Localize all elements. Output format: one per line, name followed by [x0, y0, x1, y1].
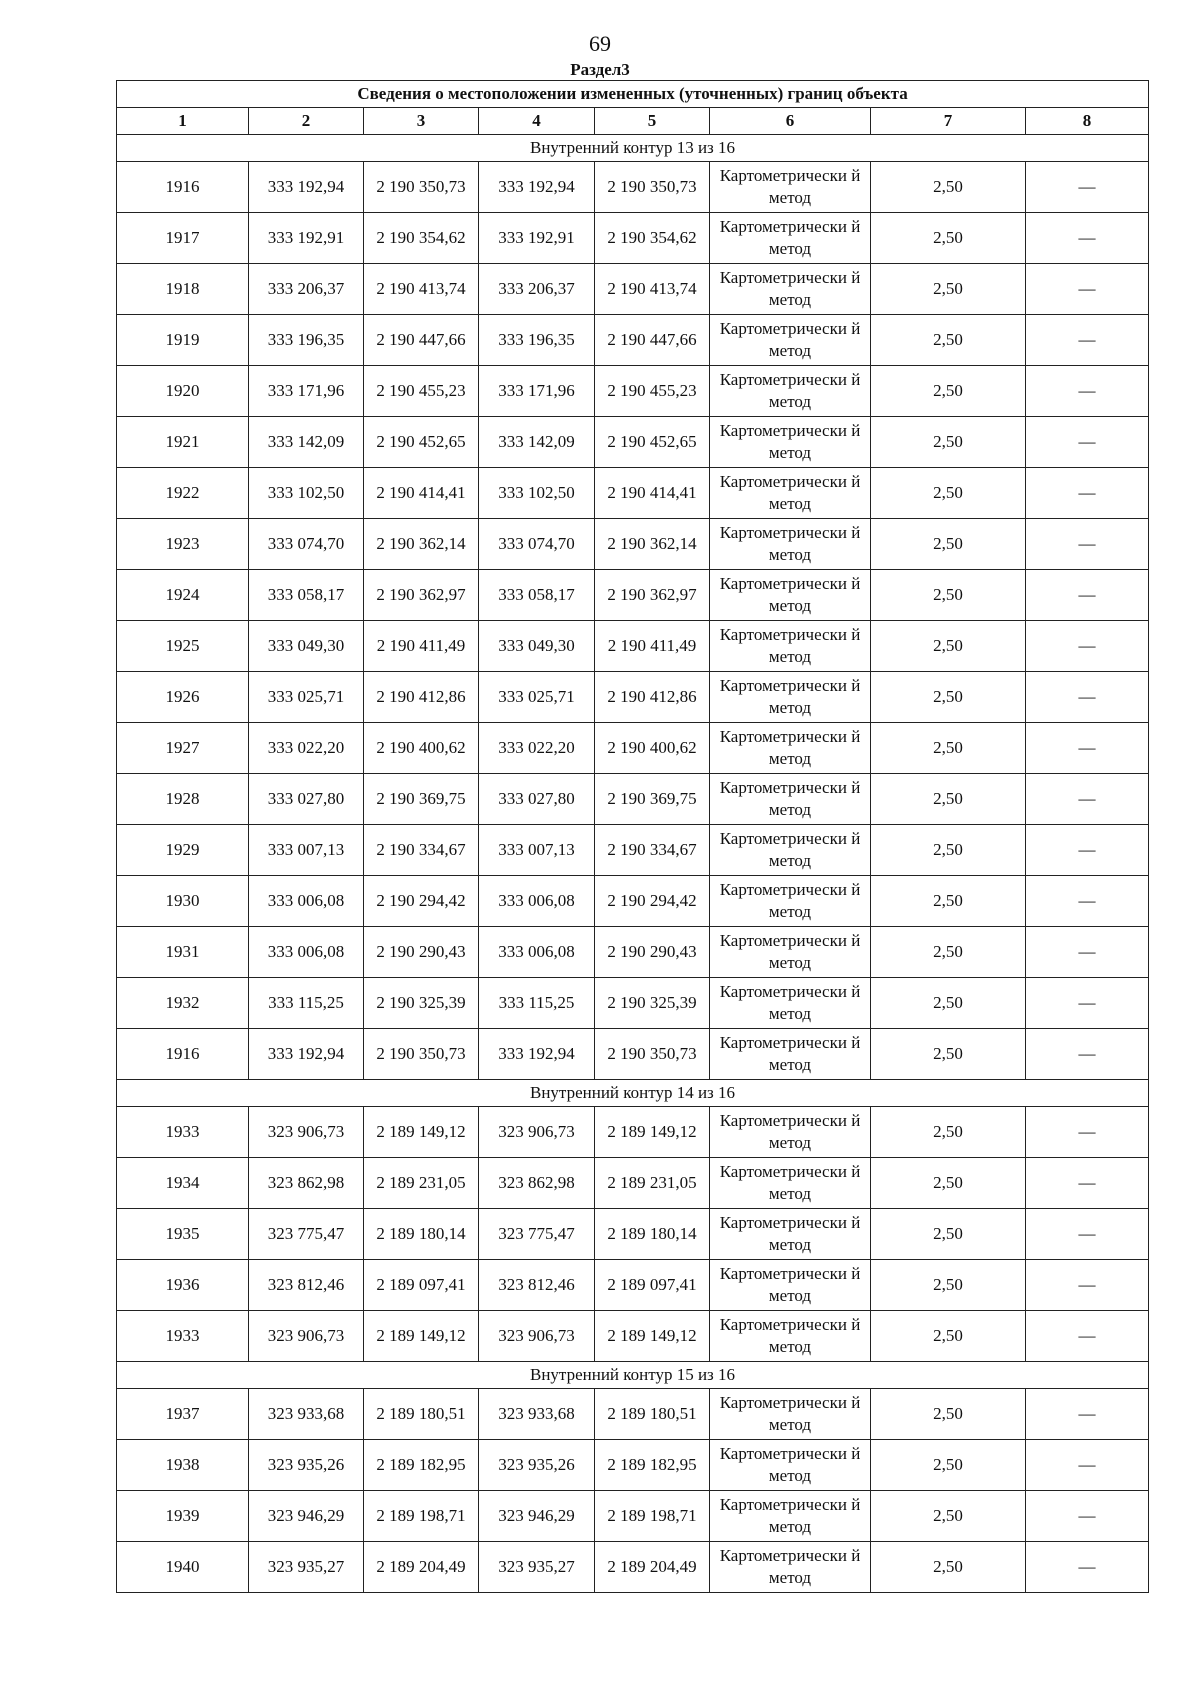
method-cell: Картометрически й метод	[710, 1260, 871, 1311]
table-row	[117, 468, 1149, 519]
point-number-cell: 1938	[117, 1440, 249, 1491]
method-cell: Картометрически й метод	[710, 264, 871, 315]
x-old-cell: 333 192,94	[249, 1029, 364, 1080]
table-row	[117, 1260, 1149, 1311]
method-cell: Картометрически й метод	[710, 366, 871, 417]
method-cell: Картометрически й метод	[710, 1209, 871, 1260]
accuracy-cell: 2,50	[871, 570, 1026, 621]
method-cell: Картометрически й метод	[710, 978, 871, 1029]
accuracy-cell: 2,50	[871, 1311, 1026, 1362]
method-cell: Картометрически й метод	[710, 570, 871, 621]
y-new-cell: 2 190 362,97	[595, 570, 710, 621]
y-new-cell: 2 189 198,71	[595, 1491, 710, 1542]
method-cell: Картометрически й метод	[710, 1158, 871, 1209]
method-cell: Картометрически й метод	[710, 825, 871, 876]
x-old-cell: 323 775,47	[249, 1209, 364, 1260]
table-row	[117, 213, 1149, 264]
contour-label: Внутренний контур 14 из 16	[117, 1080, 1149, 1107]
x-old-cell: 333 049,30	[249, 621, 364, 672]
table-row	[117, 927, 1149, 978]
accuracy-cell: 2,50	[871, 1029, 1026, 1080]
y-old-cell: 2 190 413,74	[364, 264, 479, 315]
note-cell: —	[1026, 1389, 1149, 1440]
accuracy-cell: 2,50	[871, 1158, 1026, 1209]
table-row	[117, 723, 1149, 774]
table-row	[117, 1029, 1149, 1080]
point-number-cell: 1933	[117, 1311, 249, 1362]
accuracy-cell: 2,50	[871, 468, 1026, 519]
column-number: 5	[595, 108, 710, 135]
table-row	[117, 1389, 1149, 1440]
accuracy-cell: 2,50	[871, 978, 1026, 1029]
method-cell: Картометрически й метод	[710, 519, 871, 570]
y-old-cell: 2 190 362,14	[364, 519, 479, 570]
table-row	[117, 264, 1149, 315]
column-number: 6	[710, 108, 871, 135]
x-old-cell: 333 192,94	[249, 162, 364, 213]
y-new-cell: 2 190 412,86	[595, 672, 710, 723]
y-old-cell: 2 190 369,75	[364, 774, 479, 825]
x-new-cell: 323 906,73	[479, 1107, 595, 1158]
note-cell: —	[1026, 876, 1149, 927]
x-new-cell: 323 812,46	[479, 1260, 595, 1311]
point-number-cell: 1935	[117, 1209, 249, 1260]
x-new-cell: 333 192,94	[479, 1029, 595, 1080]
note-cell: —	[1026, 519, 1149, 570]
point-number-cell: 1928	[117, 774, 249, 825]
y-new-cell: 2 190 411,49	[595, 621, 710, 672]
point-number-cell: 1940	[117, 1542, 249, 1593]
x-new-cell: 323 946,29	[479, 1491, 595, 1542]
y-old-cell: 2 189 198,71	[364, 1491, 479, 1542]
accuracy-cell: 2,50	[871, 264, 1026, 315]
note-cell: —	[1026, 264, 1149, 315]
y-new-cell: 2 189 149,12	[595, 1107, 710, 1158]
point-number-cell: 1932	[117, 978, 249, 1029]
x-new-cell: 333 171,96	[479, 366, 595, 417]
y-old-cell: 2 189 097,41	[364, 1260, 479, 1311]
y-new-cell: 2 190 369,75	[595, 774, 710, 825]
table-row	[117, 825, 1149, 876]
note-cell: —	[1026, 1209, 1149, 1260]
table-row	[117, 570, 1149, 621]
x-old-cell: 323 933,68	[249, 1389, 364, 1440]
table-row	[117, 1311, 1149, 1362]
method-cell: Картометрически й метод	[710, 1389, 871, 1440]
table-title: Сведения о местоположении измененных (уточненных) границ объекта	[117, 81, 1149, 108]
accuracy-cell: 2,50	[871, 366, 1026, 417]
method-cell: Картометрически й метод	[710, 1542, 871, 1593]
column-number: 2	[249, 108, 364, 135]
column-number: 1	[117, 108, 249, 135]
point-number-cell: 1916	[117, 1029, 249, 1080]
point-number-cell: 1930	[117, 876, 249, 927]
point-number-cell: 1939	[117, 1491, 249, 1542]
note-cell: —	[1026, 417, 1149, 468]
accuracy-cell: 2,50	[871, 315, 1026, 366]
x-new-cell: 333 074,70	[479, 519, 595, 570]
y-old-cell: 2 190 325,39	[364, 978, 479, 1029]
method-cell: Картометрически й метод	[710, 672, 871, 723]
x-new-cell: 333 027,80	[479, 774, 595, 825]
note-cell: —	[1026, 723, 1149, 774]
y-new-cell: 2 190 354,62	[595, 213, 710, 264]
y-old-cell: 2 190 294,42	[364, 876, 479, 927]
x-new-cell: 323 775,47	[479, 1209, 595, 1260]
point-number-cell: 1921	[117, 417, 249, 468]
y-new-cell: 2 190 294,42	[595, 876, 710, 927]
y-new-cell: 2 190 325,39	[595, 978, 710, 1029]
y-new-cell: 2 189 204,49	[595, 1542, 710, 1593]
x-old-cell: 333 102,50	[249, 468, 364, 519]
x-old-cell: 333 058,17	[249, 570, 364, 621]
y-new-cell: 2 189 149,12	[595, 1311, 710, 1362]
x-old-cell: 333 025,71	[249, 672, 364, 723]
x-new-cell: 333 049,30	[479, 621, 595, 672]
y-old-cell: 2 189 204,49	[364, 1542, 479, 1593]
table-row	[117, 162, 1149, 213]
x-old-cell: 323 862,98	[249, 1158, 364, 1209]
x-new-cell: 333 102,50	[479, 468, 595, 519]
table-row	[117, 1491, 1149, 1542]
point-number-cell: 1920	[117, 366, 249, 417]
point-number-cell: 1917	[117, 213, 249, 264]
y-old-cell: 2 190 350,73	[364, 1029, 479, 1080]
x-new-cell: 333 006,08	[479, 927, 595, 978]
table-row	[117, 774, 1149, 825]
note-cell: —	[1026, 978, 1149, 1029]
contour-heading-row	[117, 1362, 1149, 1389]
x-new-cell: 333 115,25	[479, 978, 595, 1029]
y-old-cell: 2 189 180,51	[364, 1389, 479, 1440]
y-new-cell: 2 190 334,67	[595, 825, 710, 876]
table-row	[117, 1440, 1149, 1491]
accuracy-cell: 2,50	[871, 825, 1026, 876]
y-old-cell: 2 190 290,43	[364, 927, 479, 978]
x-new-cell: 333 007,13	[479, 825, 595, 876]
x-old-cell: 323 935,26	[249, 1440, 364, 1491]
x-old-cell: 323 935,27	[249, 1542, 364, 1593]
y-old-cell: 2 189 180,14	[364, 1209, 479, 1260]
accuracy-cell: 2,50	[871, 1107, 1026, 1158]
x-new-cell: 333 142,09	[479, 417, 595, 468]
point-number-cell: 1924	[117, 570, 249, 621]
y-new-cell: 2 190 350,73	[595, 1029, 710, 1080]
method-cell: Картометрически й метод	[710, 621, 871, 672]
x-new-cell: 333 192,91	[479, 213, 595, 264]
column-number-row	[117, 108, 1149, 135]
x-old-cell: 323 906,73	[249, 1311, 364, 1362]
y-old-cell: 2 190 334,67	[364, 825, 479, 876]
boundary-table	[116, 80, 1149, 1593]
y-new-cell: 2 189 231,05	[595, 1158, 710, 1209]
x-new-cell: 333 006,08	[479, 876, 595, 927]
x-new-cell: 333 196,35	[479, 315, 595, 366]
point-number-cell: 1918	[117, 264, 249, 315]
method-cell: Картометрически й метод	[710, 723, 871, 774]
y-old-cell: 2 189 182,95	[364, 1440, 479, 1491]
note-cell: —	[1026, 468, 1149, 519]
accuracy-cell: 2,50	[871, 417, 1026, 468]
y-old-cell: 2 190 354,62	[364, 213, 479, 264]
note-cell: —	[1026, 366, 1149, 417]
y-old-cell: 2 189 149,12	[364, 1107, 479, 1158]
accuracy-cell: 2,50	[871, 876, 1026, 927]
method-cell: Картометрически й метод	[710, 213, 871, 264]
accuracy-cell: 2,50	[871, 1209, 1026, 1260]
point-number-cell: 1926	[117, 672, 249, 723]
table-row	[117, 1209, 1149, 1260]
x-new-cell: 323 906,73	[479, 1311, 595, 1362]
x-old-cell: 333 074,70	[249, 519, 364, 570]
x-new-cell: 323 935,27	[479, 1542, 595, 1593]
y-new-cell: 2 190 400,62	[595, 723, 710, 774]
x-new-cell: 323 862,98	[479, 1158, 595, 1209]
x-old-cell: 333 006,08	[249, 876, 364, 927]
y-new-cell: 2 189 180,14	[595, 1209, 710, 1260]
x-new-cell: 323 935,26	[479, 1440, 595, 1491]
table-row	[117, 876, 1149, 927]
method-cell: Картометрически й метод	[710, 1491, 871, 1542]
accuracy-cell: 2,50	[871, 1389, 1026, 1440]
table-row	[117, 672, 1149, 723]
note-cell: —	[1026, 1311, 1149, 1362]
point-number-cell: 1925	[117, 621, 249, 672]
table-row	[117, 1542, 1149, 1593]
x-old-cell: 333 171,96	[249, 366, 364, 417]
note-cell: —	[1026, 1158, 1149, 1209]
method-cell: Картометрически й метод	[710, 468, 871, 519]
note-cell: —	[1026, 1542, 1149, 1593]
y-old-cell: 2 190 350,73	[364, 162, 479, 213]
contour-heading-row	[117, 1080, 1149, 1107]
method-cell: Картометрически й метод	[710, 315, 871, 366]
x-new-cell: 333 025,71	[479, 672, 595, 723]
x-old-cell: 333 206,37	[249, 264, 364, 315]
table-row	[117, 1158, 1149, 1209]
accuracy-cell: 2,50	[871, 1491, 1026, 1542]
x-old-cell: 323 812,46	[249, 1260, 364, 1311]
accuracy-cell: 2,50	[871, 213, 1026, 264]
accuracy-cell: 2,50	[871, 621, 1026, 672]
accuracy-cell: 2,50	[871, 672, 1026, 723]
x-old-cell: 333 115,25	[249, 978, 364, 1029]
y-new-cell: 2 190 414,41	[595, 468, 710, 519]
y-old-cell: 2 190 447,66	[364, 315, 479, 366]
y-old-cell: 2 190 400,62	[364, 723, 479, 774]
y-old-cell: 2 190 411,49	[364, 621, 479, 672]
y-old-cell: 2 190 452,65	[364, 417, 479, 468]
note-cell: —	[1026, 1107, 1149, 1158]
section-heading: Раздел3	[570, 60, 630, 79]
y-old-cell: 2 190 455,23	[364, 366, 479, 417]
point-number-cell: 1934	[117, 1158, 249, 1209]
point-number-cell: 1923	[117, 519, 249, 570]
table-row	[117, 1107, 1149, 1158]
method-cell: Картометрически й метод	[710, 1440, 871, 1491]
x-old-cell: 323 946,29	[249, 1491, 364, 1542]
accuracy-cell: 2,50	[871, 927, 1026, 978]
page-number: 69	[589, 31, 611, 56]
y-new-cell: 2 190 447,66	[595, 315, 710, 366]
x-old-cell: 333 022,20	[249, 723, 364, 774]
note-cell: —	[1026, 825, 1149, 876]
point-number-cell: 1937	[117, 1389, 249, 1440]
method-cell: Картометрически й метод	[710, 1029, 871, 1080]
point-number-cell: 1919	[117, 315, 249, 366]
y-old-cell: 2 190 362,97	[364, 570, 479, 621]
method-cell: Картометрически й метод	[710, 774, 871, 825]
accuracy-cell: 2,50	[871, 162, 1026, 213]
note-cell: —	[1026, 1491, 1149, 1542]
y-new-cell: 2 190 452,65	[595, 417, 710, 468]
y-new-cell: 2 189 097,41	[595, 1260, 710, 1311]
column-number: 4	[479, 108, 595, 135]
note-cell: —	[1026, 570, 1149, 621]
y-old-cell: 2 189 231,05	[364, 1158, 479, 1209]
y-new-cell: 2 190 455,23	[595, 366, 710, 417]
note-cell: —	[1026, 1440, 1149, 1491]
y-new-cell: 2 190 290,43	[595, 927, 710, 978]
accuracy-cell: 2,50	[871, 519, 1026, 570]
y-old-cell: 2 189 149,12	[364, 1311, 479, 1362]
y-new-cell: 2 189 182,95	[595, 1440, 710, 1491]
note-cell: —	[1026, 927, 1149, 978]
column-number: 7	[871, 108, 1026, 135]
accuracy-cell: 2,50	[871, 1260, 1026, 1311]
x-new-cell: 333 192,94	[479, 162, 595, 213]
table-body	[117, 135, 1149, 1593]
x-new-cell: 333 206,37	[479, 264, 595, 315]
point-number-cell: 1922	[117, 468, 249, 519]
x-old-cell: 333 192,91	[249, 213, 364, 264]
column-number: 3	[364, 108, 479, 135]
column-number: 8	[1026, 108, 1149, 135]
note-cell: —	[1026, 162, 1149, 213]
table-row	[117, 621, 1149, 672]
contour-label: Внутренний контур 15 из 16	[117, 1362, 1149, 1389]
method-cell: Картометрически й метод	[710, 162, 871, 213]
x-old-cell: 333 142,09	[249, 417, 364, 468]
accuracy-cell: 2,50	[871, 723, 1026, 774]
note-cell: —	[1026, 774, 1149, 825]
y-new-cell: 2 190 350,73	[595, 162, 710, 213]
method-cell: Картометрически й метод	[710, 876, 871, 927]
contour-heading-row	[117, 135, 1149, 162]
note-cell: —	[1026, 621, 1149, 672]
point-number-cell: 1933	[117, 1107, 249, 1158]
x-new-cell: 333 022,20	[479, 723, 595, 774]
method-cell: Картометрически й метод	[710, 1311, 871, 1362]
x-old-cell: 323 906,73	[249, 1107, 364, 1158]
x-old-cell: 333 006,08	[249, 927, 364, 978]
y-new-cell: 2 190 413,74	[595, 264, 710, 315]
y-old-cell: 2 190 414,41	[364, 468, 479, 519]
method-cell: Картометрически й метод	[710, 927, 871, 978]
note-cell: —	[1026, 1260, 1149, 1311]
y-old-cell: 2 190 412,86	[364, 672, 479, 723]
point-number-cell: 1936	[117, 1260, 249, 1311]
point-number-cell: 1916	[117, 162, 249, 213]
contour-label: Внутренний контур 13 из 16	[117, 135, 1149, 162]
point-number-cell: 1927	[117, 723, 249, 774]
table-row	[117, 315, 1149, 366]
x-new-cell: 333 058,17	[479, 570, 595, 621]
method-cell: Картометрически й метод	[710, 417, 871, 468]
x-new-cell: 323 933,68	[479, 1389, 595, 1440]
y-new-cell: 2 189 180,51	[595, 1389, 710, 1440]
x-old-cell: 333 027,80	[249, 774, 364, 825]
x-old-cell: 333 007,13	[249, 825, 364, 876]
y-new-cell: 2 190 362,14	[595, 519, 710, 570]
table-row	[117, 417, 1149, 468]
accuracy-cell: 2,50	[871, 1440, 1026, 1491]
x-old-cell: 333 196,35	[249, 315, 364, 366]
table-title-row	[117, 81, 1149, 108]
table-row	[117, 366, 1149, 417]
accuracy-cell: 2,50	[871, 1542, 1026, 1593]
note-cell: —	[1026, 213, 1149, 264]
point-number-cell: 1931	[117, 927, 249, 978]
point-number-cell: 1929	[117, 825, 249, 876]
method-cell: Картометрически й метод	[710, 1107, 871, 1158]
note-cell: —	[1026, 672, 1149, 723]
note-cell: —	[1026, 1029, 1149, 1080]
accuracy-cell: 2,50	[871, 774, 1026, 825]
table-row	[117, 978, 1149, 1029]
table-row	[117, 519, 1149, 570]
note-cell: —	[1026, 315, 1149, 366]
